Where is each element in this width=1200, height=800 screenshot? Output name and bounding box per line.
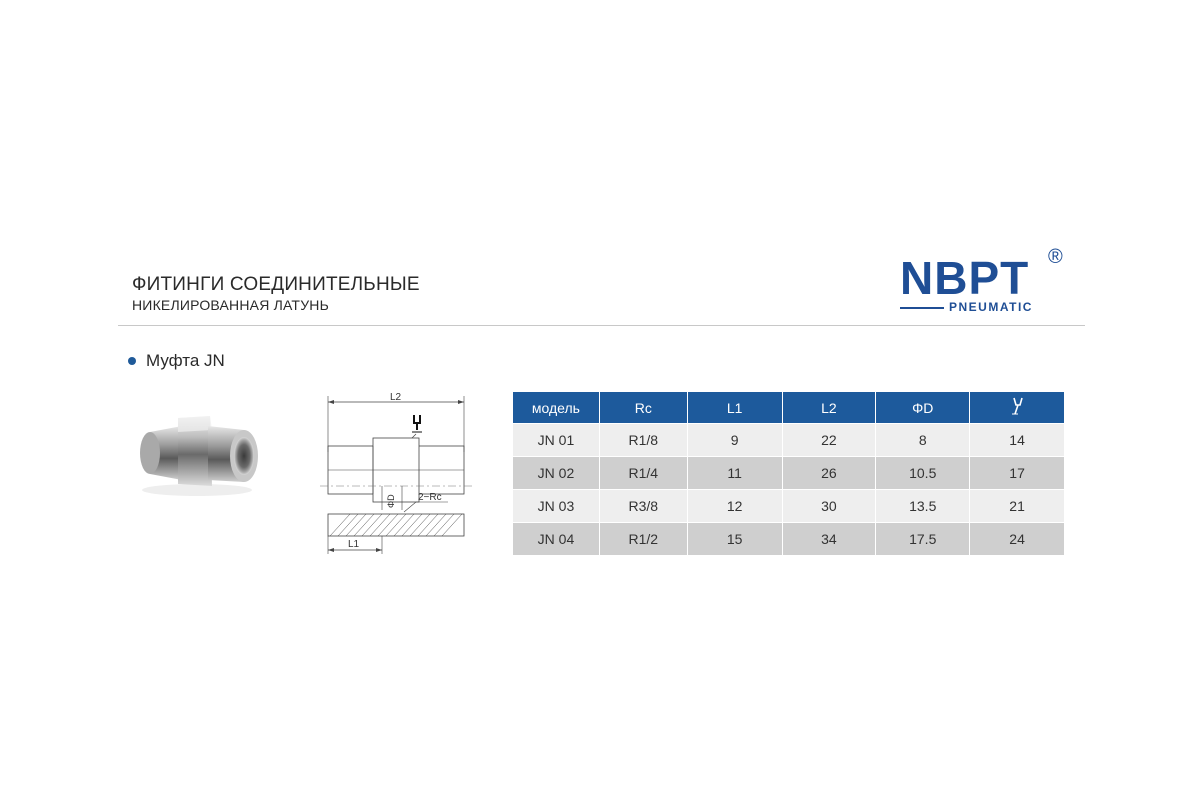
brand-logo bbox=[900, 246, 1075, 320]
cell-rc: R3/8 bbox=[599, 490, 687, 523]
logo-underline bbox=[900, 307, 944, 309]
section-label: Муфта JN bbox=[146, 351, 225, 370]
cell-model: JN 02 bbox=[513, 457, 599, 490]
table-row bbox=[513, 490, 1064, 523]
cell-l2: 34 bbox=[782, 523, 876, 556]
cell-rc: R1/4 bbox=[599, 457, 687, 490]
cell-l2: 22 bbox=[782, 424, 876, 457]
cell-model: JN 03 bbox=[513, 490, 599, 523]
dim-diameter-label: ΦD bbox=[386, 494, 396, 508]
product-photo bbox=[132, 400, 262, 500]
logo-brand: NBPT bbox=[900, 252, 1030, 304]
col-header-l2: L2 bbox=[782, 392, 876, 424]
wrench-icon bbox=[1010, 396, 1024, 416]
dim-l1-label: L1 bbox=[348, 539, 360, 550]
cell-model: JN 01 bbox=[513, 424, 599, 457]
table-row bbox=[513, 523, 1064, 556]
cell-l1: 11 bbox=[687, 457, 782, 490]
page-title: ФИТИНГИ СОЕДИНИТЕЛЬНЫЕ bbox=[132, 274, 420, 295]
table-row bbox=[513, 424, 1064, 457]
dim-l2-label: L2 bbox=[390, 392, 402, 403]
cell-diameter: 13.5 bbox=[876, 490, 970, 523]
col-header-rc: Rc bbox=[599, 392, 687, 424]
wrench-size-icon bbox=[412, 415, 422, 432]
section-heading bbox=[128, 350, 225, 372]
table-row bbox=[513, 457, 1064, 490]
page-subtitle: НИКЕЛИРОВАННАЯ ЛАТУНЬ bbox=[132, 297, 329, 313]
cell-l2: 30 bbox=[782, 490, 876, 523]
cell-wrench: 24 bbox=[970, 523, 1064, 556]
cell-l1: 9 bbox=[687, 424, 782, 457]
cell-diameter: 17.5 bbox=[876, 523, 970, 556]
col-header-diameter: ΦD bbox=[876, 392, 970, 424]
cell-wrench: 17 bbox=[970, 457, 1064, 490]
technical-drawing bbox=[318, 390, 478, 565]
spec-table bbox=[513, 392, 1064, 556]
cell-diameter: 10.5 bbox=[876, 457, 970, 490]
cell-rc: R1/2 bbox=[599, 523, 687, 556]
thread-label: 2−Rc bbox=[418, 492, 442, 503]
bullet-icon bbox=[128, 357, 136, 365]
header-divider bbox=[118, 325, 1085, 326]
logo-registered-mark: ® bbox=[1048, 246, 1063, 268]
cell-l2: 26 bbox=[782, 457, 876, 490]
logo-tagline: PNEUMATIC bbox=[949, 300, 1033, 314]
cell-l1: 12 bbox=[687, 490, 782, 523]
col-header-model: модель bbox=[513, 392, 599, 424]
table-header-row bbox=[513, 392, 1064, 424]
col-header-wrench bbox=[970, 392, 1064, 424]
cell-l1: 15 bbox=[687, 523, 782, 556]
col-header-l1: L1 bbox=[687, 392, 782, 424]
cell-model: JN 04 bbox=[513, 523, 599, 556]
cell-diameter: 8 bbox=[876, 424, 970, 457]
cell-wrench: 21 bbox=[970, 490, 1064, 523]
cell-wrench: 14 bbox=[970, 424, 1064, 457]
cell-rc: R1/8 bbox=[599, 424, 687, 457]
